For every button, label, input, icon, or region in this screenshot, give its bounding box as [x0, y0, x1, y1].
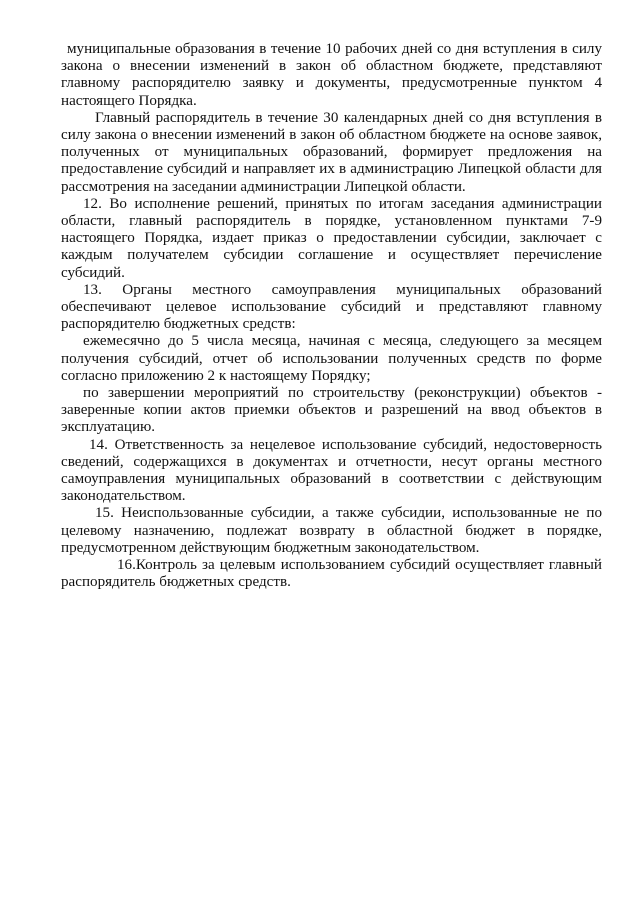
paragraph-item-14: 14. Ответственность за нецелевое использование субсидий, недостоверность сведений, содержащихся в документах и отчетности, несут органы местного самоуправления муниципальных образований в соответствии с действующим законодательством. [61, 436, 602, 505]
document-page [61, 41, 602, 592]
paragraph-monthly-report: ежемесячно до 5 числа месяца, начиная с месяца, следующего за месяцем получения субсидий, отчет об использовании полученных средств по форме согласно приложению 2 к настоящему Порядку; [61, 333, 602, 384]
paragraph-item-13: 13. Органы местного самоуправления муниципальных образований обеспечивают целевое использование субсидий и представляют главному распорядителю бюджетных средств: [61, 281, 602, 333]
paragraph-completion-documents: по завершении мероприятий по строительству (реконструкции) объектов - заверенные копии актов приемки объектов и разрешений на ввод объектов в эксплуатацию. [61, 385, 602, 436]
paragraph-item-16: 16.Контроль за целевым использованием субсидий осуществляет главный распорядитель бюджетных средств. [61, 557, 602, 591]
paragraph-submission-deadline: муниципальные образования в течение 10 рабочих дней со дня вступления в силу закона о внесении изменений в закон об областном бюджете, представляют главному распорядителю заявку и документы, предусмотренные пунктом 4 настоящего Порядка. [61, 41, 602, 109]
paragraph-item-15: 15. Неиспользованные субсидии, а также субсидии, использованные не по целевому назначению, подлежат возврату в областной бюджет в порядке, предусмотренном действующим бюджетным законодательством. [61, 505, 602, 556]
paragraph-item-12: 12. Во исполнение решений, принятых по итогам заседания администрации области, главный распорядитель в порядке, установленном пунктами 7-9 настоящего Порядка, издает приказ о предоставлении субсидии, заключает с каждым получателем субсидии соглашение и осуществляет перечисление субсидий. [61, 195, 602, 281]
paragraph-main-distributor-proposals: Главный распорядитель в течение 30 календарных дней со дня вступления в силу закона о внесении изменений в закон об областном бюджете на основе заявок, полученных от муниципальных образований, формирует предложения на предоставление субсидий и направляет их в администрацию Липецкой области для рассмотрения на заседании администрации Липецкой области. [61, 109, 602, 195]
